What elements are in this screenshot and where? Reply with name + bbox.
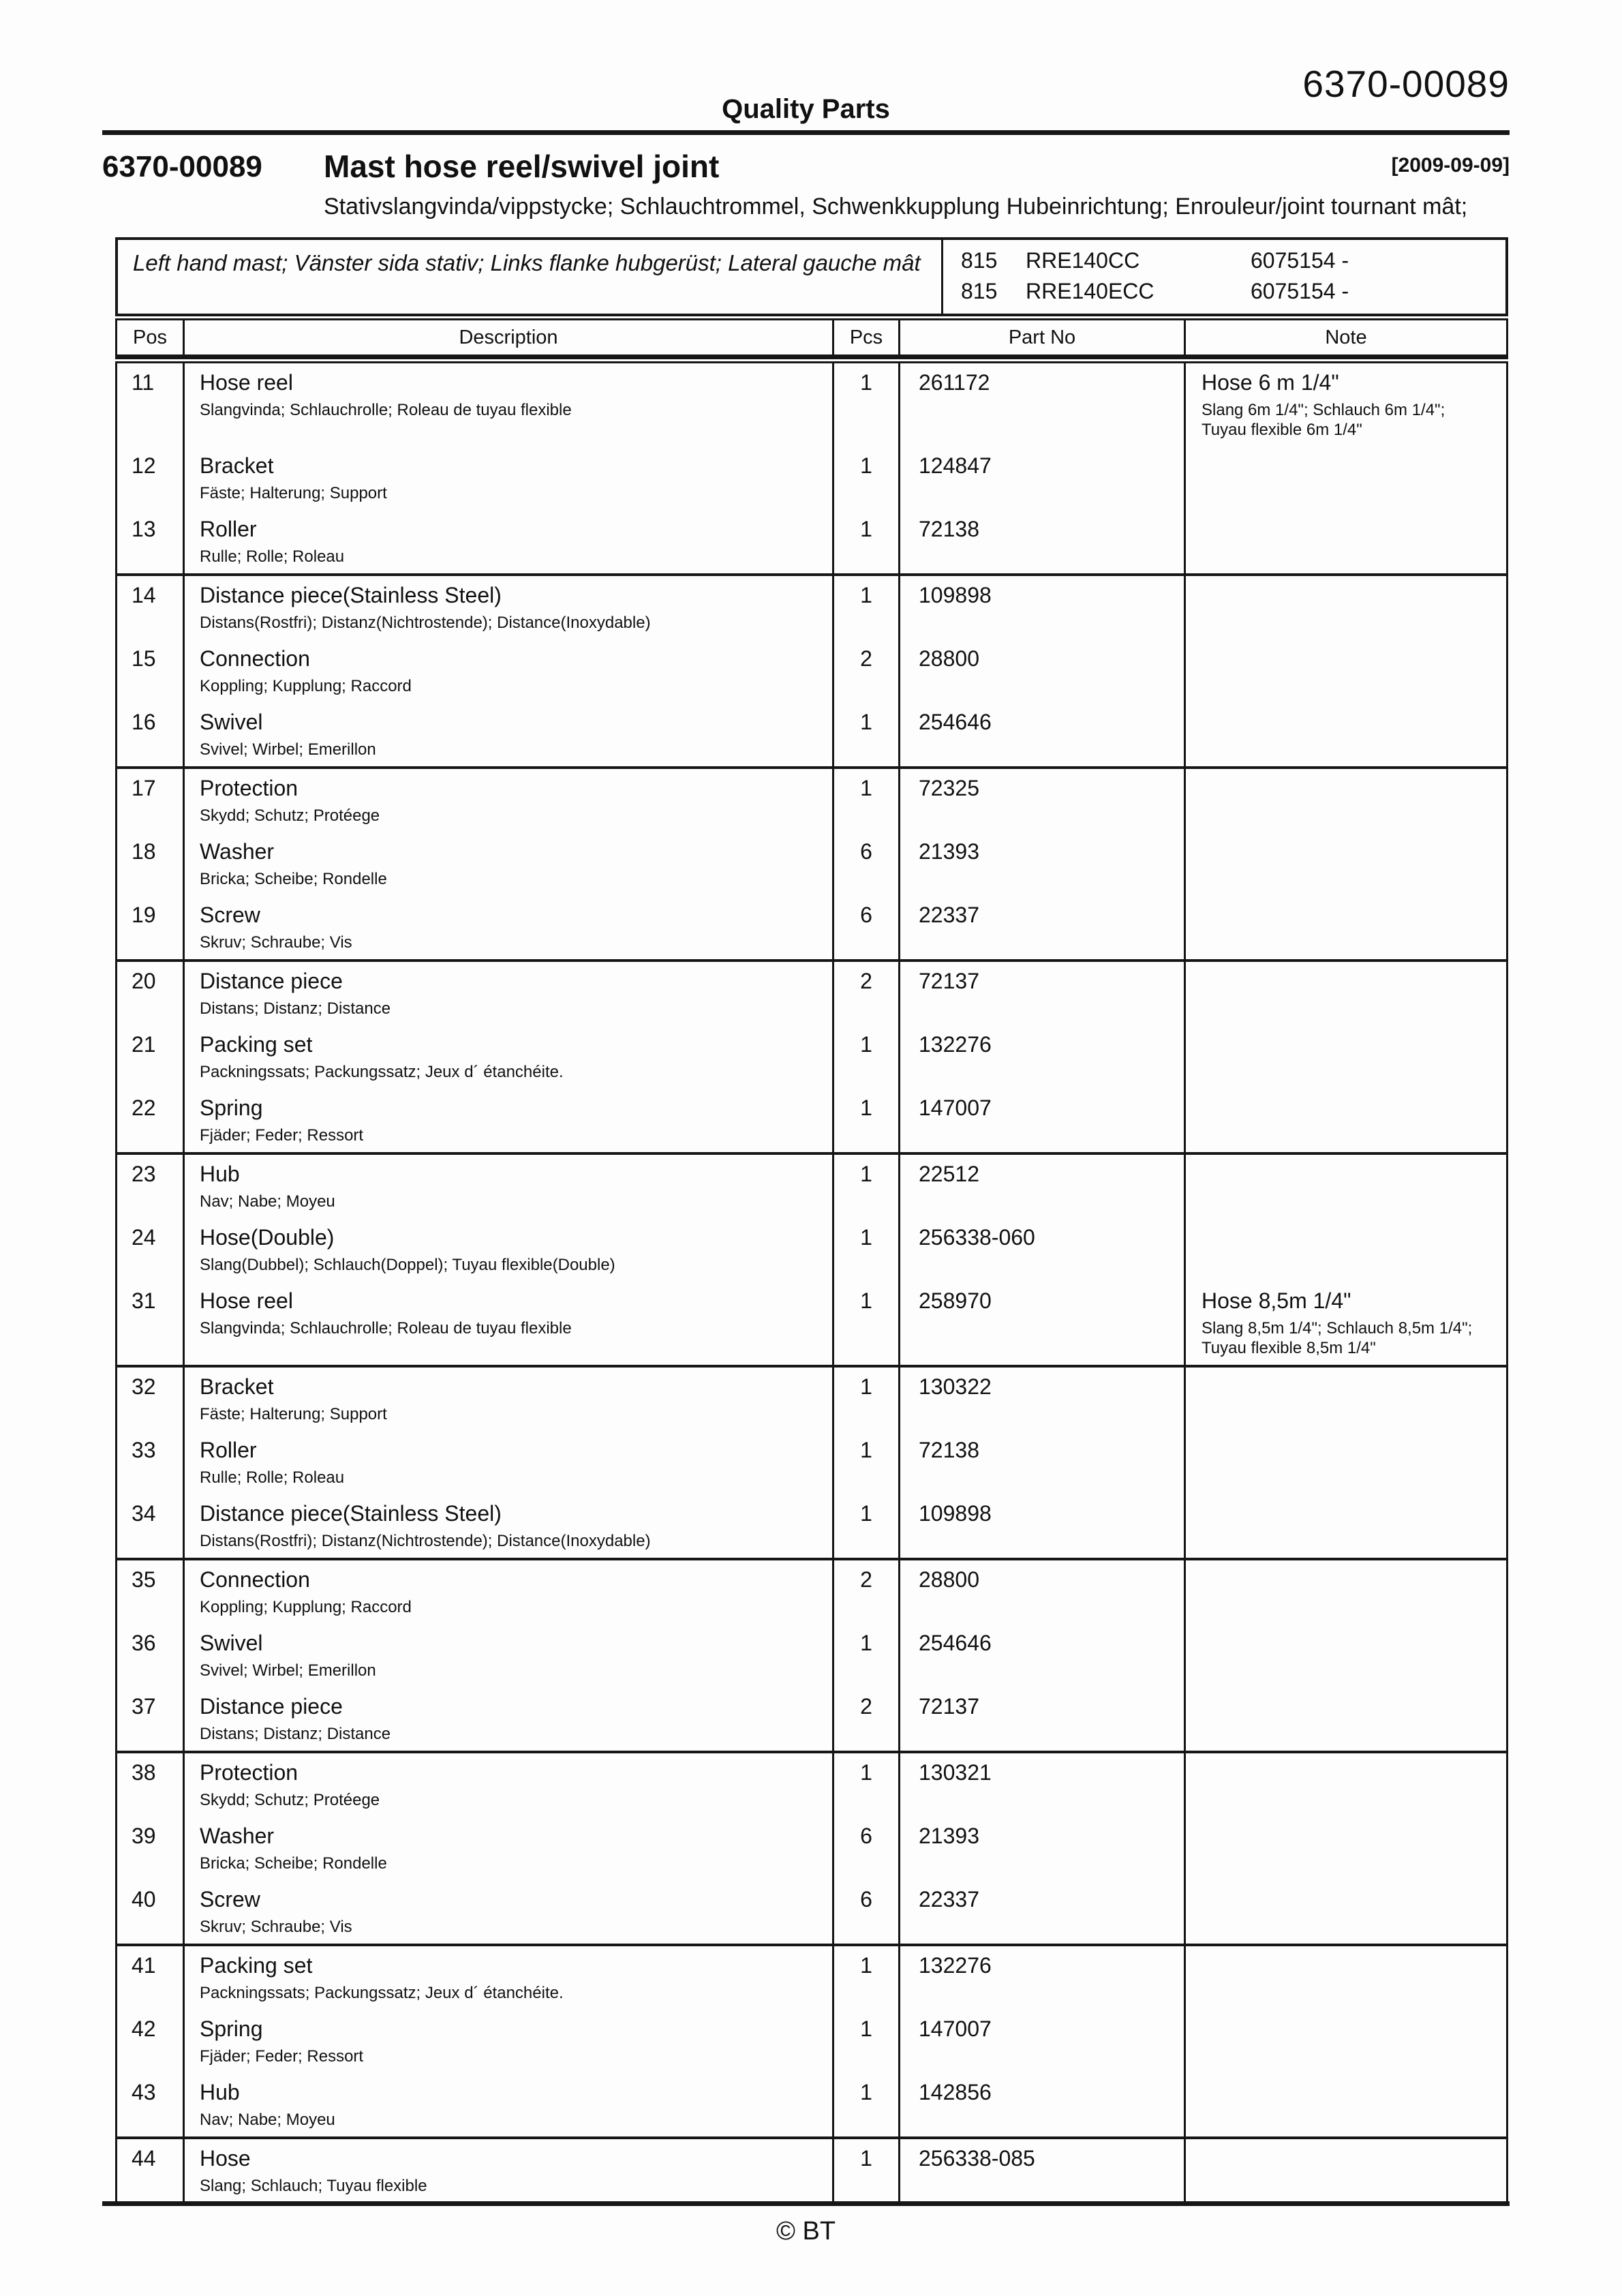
cell-part-no: 147007: [898, 2010, 1184, 2073]
description-translations: Nav; Nabe; Moyeu: [200, 2111, 335, 2129]
title-main: [324, 149, 1510, 222]
cell-pcs: 1: [832, 1624, 898, 1687]
cell-pos: 16: [132, 710, 156, 734]
cell-pos: 19: [132, 903, 156, 927]
cell-description: [183, 1282, 832, 1365]
description-translations: Fäste; Halterung; Support: [200, 484, 387, 502]
cell-pos: 12: [132, 453, 156, 478]
cell-note: [1184, 2139, 1506, 2203]
cell-pcs: 1: [832, 769, 898, 832]
cell-note: [1184, 1817, 1506, 1880]
cell-pos: 24: [132, 1225, 156, 1250]
cell-pos: 23: [132, 1162, 156, 1186]
description-main: Swivel: [200, 710, 263, 734]
cell-pos: 44: [132, 2146, 156, 2171]
cell-description: [183, 1946, 832, 2010]
cell-note: [1184, 1155, 1506, 1218]
description-main: Spring: [200, 2016, 263, 2041]
description-main: Hose reel: [200, 370, 293, 395]
cell-note: [1184, 510, 1506, 573]
cell-description: [183, 2139, 832, 2203]
cell-note: [1184, 1494, 1506, 1558]
cell-pcs: 2: [832, 1560, 898, 1624]
table-row: [117, 1494, 1506, 1558]
table-row: [117, 1560, 1506, 1624]
cell-part-no: 22337: [898, 896, 1184, 959]
cell-pos: 42: [132, 2016, 156, 2041]
cell-pos: 22: [132, 1096, 156, 1120]
description-main: Hose: [200, 2146, 251, 2171]
description-translations: Skydd; Schutz; Protéege: [200, 1791, 380, 1809]
cell-note: [1184, 576, 1506, 639]
masthead-doc-number: 6370-00089: [1302, 63, 1510, 105]
parts-group: [117, 1368, 1506, 1560]
cell-note: [1184, 2010, 1506, 2073]
cell-part-no: 72138: [898, 510, 1184, 573]
table-row: [117, 576, 1506, 639]
cell-pos: 32: [132, 1374, 156, 1399]
cell-pos: 15: [132, 646, 156, 671]
parts-group: [117, 769, 1506, 962]
cell-part-no: 261172: [898, 363, 1184, 447]
cell-part-no: 147007: [898, 1089, 1184, 1152]
model-list: [941, 240, 1505, 314]
cell-pcs: 1: [832, 576, 898, 639]
description-main: Bracket: [200, 453, 274, 478]
column-header-part-no: Part No: [898, 320, 1184, 354]
cell-pcs: 1: [832, 1753, 898, 1817]
cell-pcs: 1: [832, 1368, 898, 1431]
description-translations: Rulle; Rolle; Roleau: [200, 547, 345, 566]
parts-table: [115, 318, 1508, 2203]
table-row: [117, 2073, 1506, 2136]
cell-part-no: 132276: [898, 1025, 1184, 1089]
cell-note: [1184, 832, 1506, 896]
cell-description: [183, 896, 832, 959]
parts-group: [117, 1560, 1506, 1753]
cell-pcs: 1: [832, 447, 898, 510]
cell-description: [183, 1025, 832, 1089]
parts-group: [117, 576, 1506, 769]
note-main: Hose 6 m 1/4": [1202, 370, 1339, 395]
description-main: Roller: [200, 517, 257, 541]
table-row: [117, 510, 1506, 573]
description-main: Distance piece: [200, 969, 343, 993]
cell-part-no: 22512: [898, 1155, 1184, 1218]
description-main: Distance piece(Stainless Steel): [200, 583, 502, 607]
description-translations: Slang(Dubbel); Schlauch(Doppel); Tuyau flexible(Double): [200, 1256, 615, 1274]
cell-pcs: 1: [832, 2073, 898, 2136]
table-row: [117, 2010, 1506, 2073]
masthead-center-label: Quality Parts: [722, 94, 890, 124]
page-masthead: [102, 0, 1510, 135]
cell-description: [183, 1753, 832, 1817]
cell-part-no: 124847: [898, 447, 1184, 510]
cell-part-no: 130321: [898, 1753, 1184, 1817]
note-translations: Slang 8,5m 1/4"; Schlauch 8,5m 1/4"; Tuyau flexible 8,5m 1/4": [1202, 1319, 1473, 1357]
table-row: [117, 1880, 1506, 1944]
cell-part-no: 254646: [898, 703, 1184, 766]
cell-pos: 14: [132, 583, 156, 607]
cell-description: [183, 1624, 832, 1687]
table-row: [117, 1753, 1506, 1817]
cell-pos: 40: [132, 1887, 156, 1912]
cell-pcs: 1: [832, 1946, 898, 2010]
cell-pcs: 1: [832, 510, 898, 573]
cell-pcs: 6: [832, 832, 898, 896]
cell-pos: 20: [132, 969, 156, 993]
cell-pcs: 1: [832, 2139, 898, 2203]
cell-note: [1184, 2073, 1506, 2136]
note-main: Hose 8,5m 1/4": [1202, 1288, 1351, 1313]
description-main: Swivel: [200, 1631, 263, 1655]
description-main: Packing set: [200, 1953, 313, 1978]
cell-description: [183, 1560, 832, 1624]
cell-pos: 39: [132, 1824, 156, 1848]
description-translations: Distans; Distanz; Distance: [200, 999, 391, 1018]
cell-pcs: 1: [832, 1218, 898, 1282]
cell-pcs: 2: [832, 639, 898, 703]
description-main: Distance piece: [200, 1694, 343, 1719]
description-main: Distance piece(Stainless Steel): [200, 1501, 502, 1526]
description-main: Connection: [200, 1567, 310, 1592]
column-header-pos: Pos: [133, 327, 167, 348]
cell-pcs: 1: [832, 363, 898, 447]
cell-note: [1184, 1946, 1506, 2010]
table-row: [117, 769, 1506, 832]
description-main: Hub: [200, 1162, 240, 1186]
description-main: Protection: [200, 1760, 299, 1785]
cell-part-no: 142856: [898, 2073, 1184, 2136]
cell-note: [1184, 1624, 1506, 1687]
cell-part-no: 256338-060: [898, 1218, 1184, 1282]
description-main: Connection: [200, 646, 310, 671]
table-row: [117, 703, 1506, 766]
cell-pcs: 1: [832, 1494, 898, 1558]
cell-pos: 21: [132, 1032, 156, 1057]
cell-description: [183, 1089, 832, 1152]
cell-note: [1184, 447, 1506, 510]
cell-part-no: 72138: [898, 1431, 1184, 1494]
table-row: [117, 1155, 1506, 1218]
description-translations: Bricka; Scheibe; Rondelle: [200, 870, 387, 888]
description-translations: Distans(Rostfri); Distanz(Nichtrostende); Distance(Inoxydable): [200, 1532, 651, 1550]
table-row: [117, 1624, 1506, 1687]
cell-note: [1184, 1880, 1506, 1944]
cell-pcs: 1: [832, 703, 898, 766]
description-translations: Slang; Schlauch; Tuyau flexible: [200, 2177, 427, 2195]
description-main: Spring: [200, 1096, 263, 1120]
description-translations: Distans; Distanz; Distance: [200, 1725, 391, 1743]
cell-note: [1184, 1282, 1506, 1365]
note-translations: Slang 6m 1/4"; Schlauch 6m 1/4"; Tuyau flexible 6m 1/4": [1202, 401, 1445, 439]
cell-pcs: 1: [832, 1155, 898, 1218]
cell-note: [1184, 769, 1506, 832]
description-translations: Rulle; Rolle; Roleau: [200, 1468, 345, 1487]
cell-description: [183, 576, 832, 639]
title-code: 6370-00089: [102, 150, 262, 183]
description-translations: Koppling; Kupplung; Raccord: [200, 1598, 412, 1616]
parts-group: [117, 2139, 1506, 2203]
cell-note: [1184, 1560, 1506, 1624]
cell-part-no: 258970: [898, 1282, 1184, 1365]
cell-description: [183, 510, 832, 573]
title-block: [102, 149, 1510, 222]
cell-pos: 43: [132, 2080, 156, 2104]
cell-pos: 31: [132, 1288, 156, 1313]
description-translations: Packningssats; Packungssatz; Jeux d´ étanchéite.: [200, 1063, 564, 1081]
description-main: Packing set: [200, 1032, 313, 1057]
cell-note: [1184, 1218, 1506, 1282]
cell-note: [1184, 1089, 1506, 1152]
table-row: [117, 2139, 1506, 2203]
cell-part-no: 72325: [898, 769, 1184, 832]
cell-pos: 13: [132, 517, 156, 541]
parts-table-header: [115, 318, 1508, 359]
description-translations: Svivel; Wirbel; Emerillon: [200, 1661, 376, 1680]
cell-part-no: 254646: [898, 1624, 1184, 1687]
cell-description: [183, 447, 832, 510]
cell-pcs: 1: [832, 1025, 898, 1089]
cell-part-no: 28800: [898, 1560, 1184, 1624]
cell-note: [1184, 363, 1506, 447]
cell-pcs: 1: [832, 2010, 898, 2073]
copyright-notice: © BT: [776, 2217, 836, 2246]
cell-description: [183, 1431, 832, 1494]
description-translations: Fäste; Halterung; Support: [200, 1405, 387, 1423]
model-serial: 6075154 -: [1251, 248, 1349, 273]
description-translations: Bricka; Scheibe; Rondelle: [200, 1854, 387, 1873]
table-row: [117, 1431, 1506, 1494]
cell-part-no: 72137: [898, 1687, 1184, 1751]
model-name: RRE140ECC: [1026, 279, 1154, 303]
model-serial: 6075154 -: [1251, 279, 1349, 303]
description-main: Hose(Double): [200, 1225, 335, 1250]
cell-note: [1184, 1368, 1506, 1431]
cell-pos: 33: [132, 1438, 156, 1462]
cell-part-no: 21393: [898, 832, 1184, 896]
cell-pcs: 6: [832, 1880, 898, 1944]
cell-pcs: 1: [832, 1282, 898, 1365]
description-main: Washer: [200, 839, 275, 864]
description-translations: Nav; Nabe; Moyeu: [200, 1192, 335, 1211]
cell-pos: 36: [132, 1631, 156, 1655]
cell-description: [183, 1494, 832, 1558]
description-main: Screw: [200, 1887, 260, 1912]
parts-table-body: [115, 361, 1508, 2203]
model-name: RRE140CC: [1026, 248, 1140, 273]
cell-description: [183, 962, 832, 1025]
revision-date: [2009-09-09]: [1391, 154, 1510, 177]
cell-part-no: 28800: [898, 639, 1184, 703]
cell-pcs: 1: [832, 1089, 898, 1152]
description-main: Roller: [200, 1438, 257, 1462]
cell-part-no: 109898: [898, 576, 1184, 639]
cell-pos: 11: [132, 370, 155, 395]
table-row: [117, 363, 1506, 447]
page-footer: [102, 2201, 1510, 2246]
cell-description: [183, 769, 832, 832]
cell-note: [1184, 962, 1506, 1025]
page-title: Mast hose reel/swivel joint: [324, 149, 720, 184]
cell-pos: 38: [132, 1760, 156, 1785]
cell-pos: 18: [132, 839, 156, 864]
table-row: [117, 639, 1506, 703]
description-translations: Fjäder; Feder; Ressort: [200, 1126, 364, 1145]
table-row: [117, 1282, 1506, 1365]
cell-pcs: 1: [832, 1431, 898, 1494]
table-row: [117, 1817, 1506, 1880]
parts-group: [117, 1946, 1506, 2139]
description-main: Bracket: [200, 1374, 274, 1399]
cell-description: [183, 2073, 832, 2136]
description-main: Washer: [200, 1824, 275, 1848]
cell-description: [183, 2010, 832, 2073]
cell-pos: 17: [132, 776, 156, 800]
cell-description: [183, 1687, 832, 1751]
cell-part-no: 109898: [898, 1494, 1184, 1558]
table-row: [117, 1089, 1506, 1152]
description-translations: Slangvinda; Schlauchrolle; Roleau de tuyau flexible: [200, 1319, 572, 1338]
parts-group: [117, 363, 1506, 576]
cell-description: [183, 1155, 832, 1218]
applicability-box: [115, 237, 1508, 316]
model-code: 815: [961, 248, 998, 273]
cell-pos: 41: [132, 1953, 156, 1978]
model-line: [961, 245, 1505, 276]
cell-description: [183, 1880, 832, 1944]
table-row: [117, 832, 1506, 896]
cell-note: [1184, 1431, 1506, 1494]
table-row: [117, 447, 1506, 510]
table-row: [117, 1946, 1506, 2010]
cell-pos: 34: [132, 1501, 156, 1526]
model-line: [961, 276, 1505, 307]
cell-part-no: 21393: [898, 1817, 1184, 1880]
cell-pos: 37: [132, 1694, 156, 1719]
cell-pcs: 2: [832, 962, 898, 1025]
description-translations: Slangvinda; Schlauchrolle; Roleau de tuyau flexible: [200, 401, 572, 419]
page-content: [102, 0, 1510, 2203]
cell-description: [183, 1218, 832, 1282]
description-translations: Koppling; Kupplung; Raccord: [200, 677, 412, 695]
cell-pcs: 6: [832, 1817, 898, 1880]
cell-pcs: 2: [832, 1687, 898, 1751]
cell-description: [183, 363, 832, 447]
parts-group: [117, 1155, 1506, 1368]
cell-note: [1184, 639, 1506, 703]
column-header-pcs: Pcs: [832, 320, 898, 354]
cell-note: [1184, 703, 1506, 766]
cell-part-no: 22337: [898, 1880, 1184, 1944]
table-row: [117, 962, 1506, 1025]
description-main: Hose reel: [200, 1288, 293, 1313]
cell-part-no: 256338-085: [898, 2139, 1184, 2203]
column-header-description: Description: [183, 320, 832, 354]
parts-group: [117, 1753, 1506, 1946]
description-translations: Fjäder; Feder; Ressort: [200, 2047, 364, 2066]
applicability-description: Left hand mast; Vänster sida stativ; Links flanke hubgerüst; Lateral gauche mât: [133, 250, 921, 275]
table-row: [117, 1218, 1506, 1282]
cell-note: [1184, 1025, 1506, 1089]
description-main: Screw: [200, 903, 260, 927]
description-translations: Packningssats; Packungssatz; Jeux d´ étanchéite.: [200, 1984, 564, 2002]
table-row: [117, 1368, 1506, 1431]
cell-description: [183, 1817, 832, 1880]
cell-description: [183, 832, 832, 896]
description-main: Protection: [200, 776, 299, 800]
table-row: [117, 896, 1506, 959]
description-main: Hub: [200, 2080, 240, 2104]
cell-note: [1184, 896, 1506, 959]
description-translations: Skruv; Schraube; Vis: [200, 933, 352, 952]
table-row: [117, 1025, 1506, 1089]
cell-part-no: 72137: [898, 962, 1184, 1025]
model-code: 815: [961, 279, 998, 303]
cell-description: [183, 1368, 832, 1431]
description-translations: Distans(Rostfri); Distanz(Nichtrostende); Distance(Inoxydable): [200, 614, 651, 632]
cell-part-no: 132276: [898, 1946, 1184, 2010]
table-row: [117, 1687, 1506, 1751]
cell-note: [1184, 1753, 1506, 1817]
page-subtitle: Stativslangvinda/vippstycke; Schlauchtrommel, Schwenkkupplung Hubeinrichtung; Enrouleur/joint tournant mât;: [324, 194, 1468, 220]
parts-group: [117, 962, 1506, 1155]
cell-note: [1184, 1687, 1506, 1751]
column-header-note: Note: [1184, 320, 1506, 354]
description-translations: Svivel; Wirbel; Emerillon: [200, 740, 376, 759]
cell-pos: 35: [132, 1567, 156, 1592]
cell-description: [183, 639, 832, 703]
description-translations: Skydd; Schutz; Protéege: [200, 806, 380, 825]
description-translations: Skruv; Schraube; Vis: [200, 1918, 352, 1936]
cell-part-no: 130322: [898, 1368, 1184, 1431]
cell-description: [183, 703, 832, 766]
cell-pcs: 6: [832, 896, 898, 959]
